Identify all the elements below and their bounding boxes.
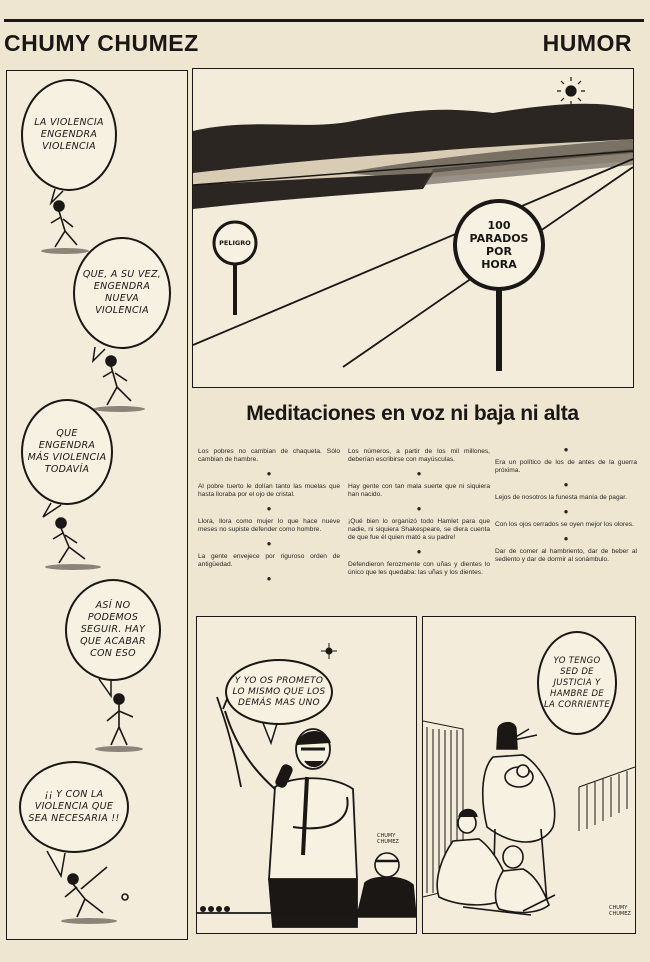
aphorism: Lejos de nosotros la funesta manía de pagar.	[495, 494, 627, 501]
strip-bubble-3: QUE ENGENDRA MÁS VIOLENCIA TODAVÍA	[21, 399, 113, 505]
strip-bubble-4: ASÍ NO PODEMOS SEGUIR. HAY QUE ACABAR CON ESO	[65, 579, 161, 681]
article-headline: Meditaciones en voz ni baja ni alta	[246, 402, 579, 425]
family-bubble: YO TENGO SED DE JUSTICIA Y HAMBRE DE LA CORRIENTE	[537, 631, 617, 735]
aphorism: Dar de comer al hambriento, dar de beber al sediento y dar de dormir al sonámbulo.	[495, 548, 637, 563]
speaker-signature: CHUMY CHUMEZ	[377, 833, 399, 845]
speaker-cartoon	[196, 616, 417, 934]
aphorism: Con los ojos cerrados se oyen mejor los olores.	[495, 521, 634, 528]
sun-icon	[557, 77, 585, 105]
aphorism: La gente envejece por riguroso orden de antigüedad.	[198, 553, 340, 568]
strip-bubble-1: LA VIOLENCIA ENGENDRA VIOLENCIA	[21, 79, 117, 191]
landscape-drawing	[193, 69, 633, 387]
aphorism: Llora, llora como mujer lo que hace nueve meses no supiste defender como hombre.	[198, 518, 340, 533]
aphorism: Hay gente con tan mala suerte que ni siquiera han nacido.	[348, 483, 490, 498]
article-column-2: Los números, a partir de los mil millones, deberían escribirse con mayúsculas. ● Hay gente con tan mala suerte que ni siquiera han nacido. ● ¡Qué bien lo organizó todo Hamlet para que nadie, ni siquiera Shakespeare, se diera cuenta de que fue él quien mató a su padre! ● Defendieron ferozmente con uñas y dientes lo único que les quedaba: las uñas y los dientes.	[348, 448, 490, 576]
section-title: HUMOR	[542, 30, 632, 56]
aphorism: Defendieron ferozmente con uñas y dientes lo único que les quedaba: las uñas y los dientes.	[348, 561, 490, 576]
aphorism: ¡Qué bien lo organizó todo Hamlet para que nadie, ni siquiera Shakespeare, se diera cuenta de que fue él quien mató a su padre!	[348, 518, 490, 541]
landscape-cartoon	[192, 68, 634, 388]
strip-bubble-5: ¡¡ Y CON LA VIOLENCIA QUE SEA NECESARIA !!	[19, 761, 129, 853]
header-rule	[4, 19, 644, 22]
article-column-3: ● Era un político de los de antes de la guerra próxima. ● Lejos de nosotros la funesta manía de pagar. ● Con los ojos cerrados se oyen mejor los olores. ● Dar de comer al hambriento, dar de beber al sediento y dar de dormir al sonámbulo.	[495, 445, 637, 563]
speaker-bubble: Y YO OS PROMETO LO MISMO QUE LOS DEMÁS MAS UNO	[225, 659, 333, 725]
peligro-sign-text: PELIGRO	[219, 239, 251, 247]
parados-sign-text: 100 PARADOS POR HORA	[469, 219, 529, 271]
strip-bubble-2: QUE, A SU VEZ, ENGENDRA NUEVA VIOLENCIA	[73, 237, 171, 349]
article-column-1: Los pobres no cambian de chaqueta. Sólo cambian de hambre. ● Al pobre tuerto le dolían tanto las muelas que hasta lloraba por el ojo de cristal. ● Llora, llora como mujer lo que hace nueve meses no supiste defender como hombre. ● La gente envejece por riguroso orden de antigüedad. ●	[198, 448, 340, 583]
aphorism: Al pobre tuerto le dolían tanto las muelas que hasta lloraba por el ojo de cristal.	[198, 483, 340, 498]
aphorism: Era un político de los de antes de la guerra próxima.	[495, 459, 637, 474]
author-title: CHUMY CHUMEZ	[4, 30, 199, 56]
sun-icon	[321, 643, 337, 659]
left-comic-strip	[6, 70, 188, 940]
aphorism: Los números, a partir de los mil millones, deberían escribirse con mayúsculas.	[348, 448, 490, 463]
family-cartoon	[422, 616, 636, 934]
aphorism: Los pobres no cambian de chaqueta. Sólo cambian de hambre.	[198, 448, 340, 463]
family-signature: CHUMY CHUMEZ	[609, 905, 631, 917]
